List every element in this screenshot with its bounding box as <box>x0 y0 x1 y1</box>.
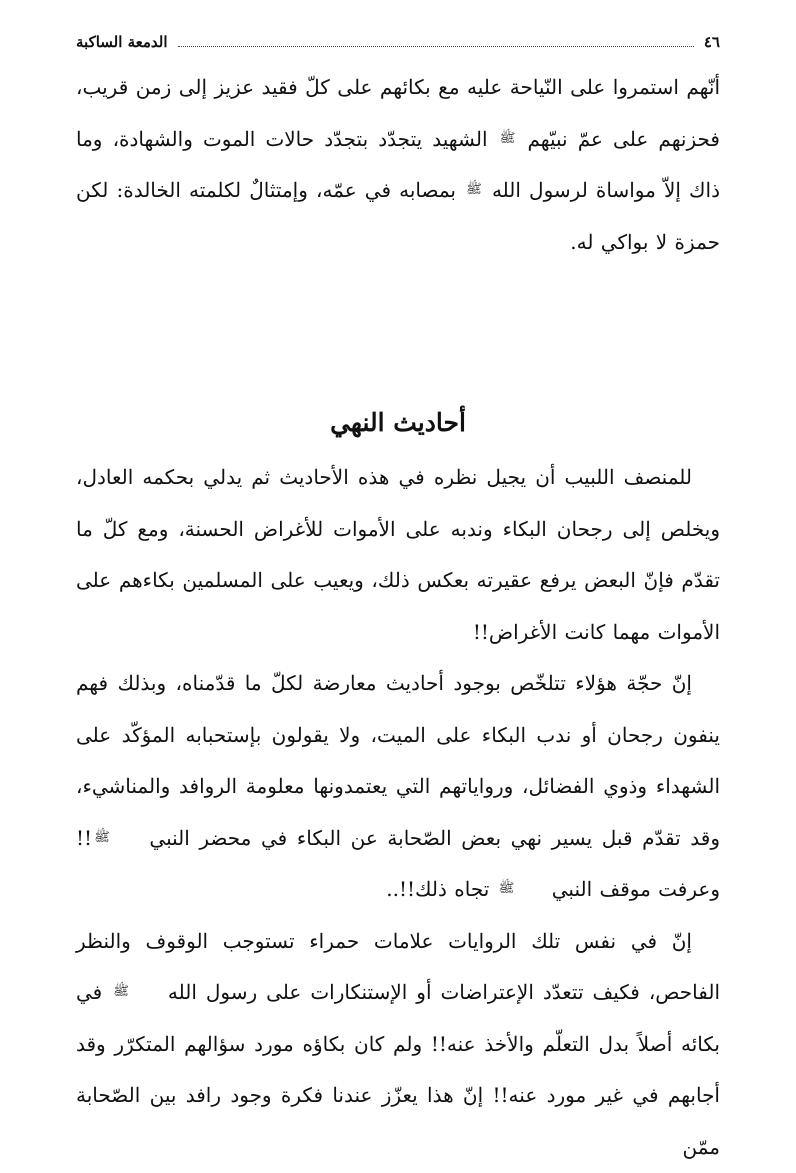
running-header <box>76 30 720 54</box>
section-paragraph-1: للمنصف اللبيب أن يجيل نظره في هذه الأحاديث ثم يدلي بحكمه العادل، ويخلص إلى رجحان البكاء وندبه على الأموات للأغراض الحسنة، ومع كلّ ما تقدّم فإنّ البعض يرفع عقيرته بعكس ذلك، ويعيب على المسلمين بكاءهم على الأموات مهما كانت الأغراض!! <box>76 452 720 658</box>
honorific-glyph: ﷺ <box>92 831 140 844</box>
honorific-glyph: ﷺ <box>111 985 159 998</box>
page-body <box>76 62 720 1173</box>
page-number: ٤٦ <box>704 33 720 51</box>
header-dotted-leader <box>178 45 694 47</box>
honorific-glyph: ﷺ <box>497 882 545 895</box>
honorific-glyph: ﷺ <box>464 183 484 196</box>
opening-paragraph: أنّهم استمروا على النّياحة عليه مع بكائهم على كلّ فقيد عزيز إلى زمن قريب، فحزنهم على عمّ نبيّهم ﷺ الشهيد يتجدّد بتجدّد حالات الموت والشهادة، وما ذاك إلاّ مواساة لرسول الله ﷺ بمصابه في عمّه، وإمتثالٌ لكلمته الخالدة: لكن حمزة لا بواكي له. <box>76 62 720 268</box>
section-heading: أحاديث النهي <box>76 394 720 452</box>
running-title: الدمعة الساكبة <box>76 33 168 51</box>
honorific-glyph: ﷺ <box>498 132 518 145</box>
section-paragraph-2: إنّ حجّة هؤلاء تتلخّص بوجود أحاديث معارضة لكلّ ما قدّمناه، وبذلك فهم ينفون رجحان أو ندب البكاء على الميت، ولا يقولون بإستحبابه المؤكّد على الشهداء وذوي الفضائل، ورواياتهم التي يعتمدونها معلومة الروافد والمناشيء، وقد تقدّم قبل يسير نهي بعض الصّحابة عن البكاء في محضر النبي ﷺ!! وعرفت موقف النبي ﷺ تجاه ذلك!!.. <box>76 658 720 916</box>
section-paragraph-3: إنّ في نفس تلك الروايات علامات حمراء تستوجب الوقوف والنظر الفاحص، فكيف تتعدّد الإعتراضات أو الإستنكارات على رسول الله ﷺ في بكائه أصلاً بدل التعلّم والأخذ عنه!! ولم كان بكاؤه مورد سؤالهم المتكرّر وقد أجابهم في غير مورد عنه!! إنّ هذا يعزّز عندنا فكرة وجود رافد بين الصّحابة ممّن <box>76 916 720 1173</box>
